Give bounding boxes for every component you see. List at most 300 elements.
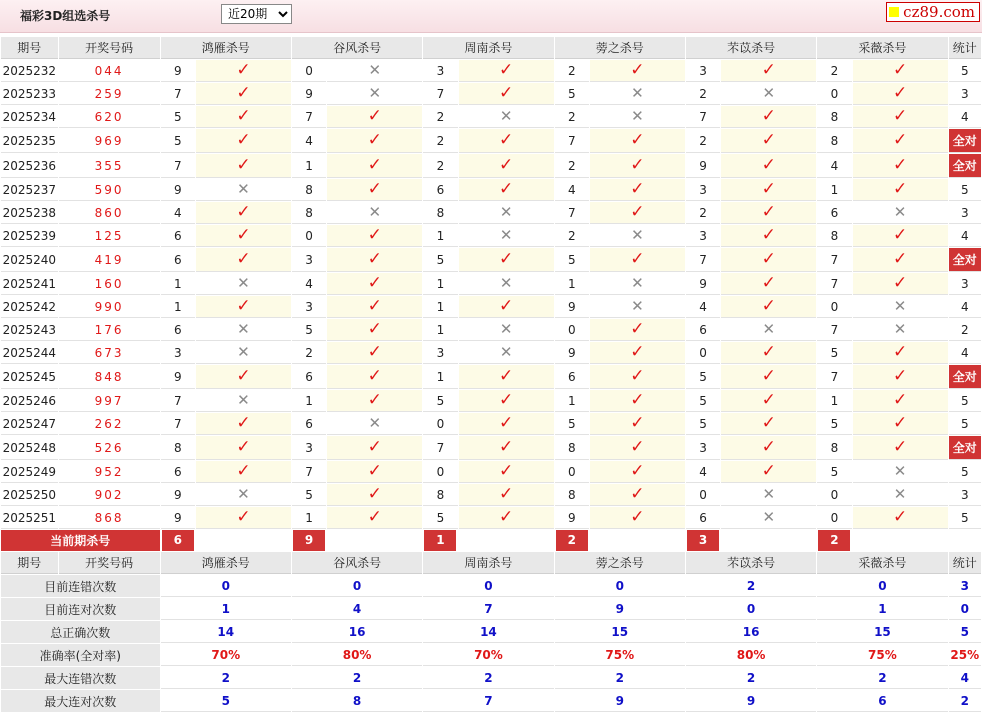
correct-cell [853, 154, 948, 178]
kill-number-cell: 6 [817, 202, 851, 224]
correct-cell [327, 436, 422, 460]
check-icon: ✓ [498, 390, 514, 410]
check-icon: ✓ [630, 155, 645, 175]
table-row [1, 83, 981, 105]
correct-cell [853, 179, 948, 201]
kill-number-cell: 9 [161, 179, 195, 201]
wrong-cell [853, 202, 948, 224]
check-icon: ✓ [498, 155, 514, 175]
correct-cell [721, 461, 816, 483]
wrong-cell [459, 273, 554, 295]
stats-value: 0 [161, 575, 291, 597]
kill-number-cell: 1 [817, 390, 851, 412]
check-icon: ✓ [498, 484, 514, 504]
kill-number-cell: 4 [555, 179, 589, 201]
stat-cell: 5 [949, 461, 981, 483]
cross-icon: ✕ [893, 462, 907, 480]
correct-cell [590, 390, 685, 412]
kill-number-cell: 3 [292, 296, 326, 318]
check-icon: ✓ [892, 179, 908, 199]
stats-value: 1 [161, 598, 291, 620]
correct-cell [327, 319, 422, 341]
period-select[interactable] [221, 4, 292, 24]
page-title: 福彩3D组选杀号 [20, 9, 111, 23]
cross-icon: ✕ [893, 203, 907, 221]
stats-value: 2 [817, 667, 947, 689]
wrong-cell [721, 507, 816, 529]
check-icon: ✓ [367, 461, 382, 481]
stats-row [1, 598, 981, 620]
kill-number-cell: 1 [161, 296, 195, 318]
cross-icon: ✕ [631, 297, 644, 315]
kill-number-table [0, 36, 982, 713]
kill-number-cell: 1 [423, 273, 457, 295]
cross-icon: ✕ [631, 107, 644, 125]
stats-value: 2 [292, 667, 422, 689]
check-icon: ✓ [498, 83, 514, 103]
current-kill-badge: 6 [162, 530, 194, 551]
table-row [1, 225, 981, 247]
stats-value: 75% [817, 644, 947, 666]
correct-cell [590, 365, 685, 389]
check-icon: ✓ [630, 60, 645, 80]
stats-value: 70% [423, 644, 553, 666]
issue-cell: 2025247 [1, 413, 58, 435]
correct-cell [459, 365, 554, 389]
wrong-cell [590, 273, 685, 295]
stats-label: 最大连错次数 [1, 667, 160, 689]
kill-number-cell: 2 [817, 60, 851, 82]
cross-icon: ✕ [631, 84, 644, 102]
correct-cell [327, 273, 422, 295]
kill-number-cell: 0 [817, 83, 851, 105]
issue-cell: 2025244 [1, 342, 58, 364]
header-expert: 蒡之杀号 [555, 37, 685, 59]
kill-number-cell: 1 [555, 390, 589, 412]
kill-number-cell: 5 [292, 484, 326, 506]
kill-number-cell: 3 [686, 179, 720, 201]
correct-cell [721, 273, 816, 295]
header-expert: 芣苡杀号 [686, 552, 816, 574]
kill-number-cell: 6 [423, 179, 457, 201]
stat-cell: 3 [949, 83, 981, 105]
cross-icon: ✕ [499, 107, 513, 125]
table-row [1, 106, 981, 128]
kill-number-cell: 8 [423, 202, 457, 224]
check-icon: ✓ [761, 461, 776, 481]
all-correct-badge: 全对 [949, 154, 981, 177]
draw-number-cell: 868 [59, 507, 160, 529]
check-icon: ✓ [498, 413, 514, 433]
correct-cell [459, 507, 554, 529]
header-stat: 统计 [949, 552, 981, 574]
kill-number-cell: 1 [423, 319, 457, 341]
draw-number-cell: 355 [59, 154, 160, 178]
correct-cell [196, 507, 291, 529]
kill-number-cell: 1 [423, 225, 457, 247]
blank-cell [949, 530, 981, 551]
check-icon: ✓ [367, 249, 382, 269]
stat-cell: 2 [949, 319, 981, 341]
correct-cell [721, 129, 816, 153]
kill-number-cell: 0 [555, 319, 589, 341]
check-icon: ✓ [630, 507, 645, 527]
issue-cell: 2025241 [1, 273, 58, 295]
cross-icon: ✕ [368, 203, 382, 221]
kill-number-cell: 1 [817, 179, 851, 201]
wrong-cell [196, 319, 291, 341]
kill-number-cell: 8 [817, 436, 851, 460]
kill-number-cell: 1 [555, 273, 589, 295]
wrong-cell [459, 106, 554, 128]
wrong-cell [459, 342, 554, 364]
check-icon: ✓ [367, 437, 382, 457]
correct-cell [459, 83, 554, 105]
kill-number-cell: 9 [161, 507, 195, 529]
stats-value: 2 [555, 667, 685, 689]
kill-number-cell: 3 [161, 342, 195, 364]
kill-number-cell: 9 [161, 60, 195, 82]
check-icon: ✓ [236, 296, 251, 316]
kill-number-cell: 0 [686, 342, 720, 364]
check-icon: ✓ [236, 437, 251, 457]
current-kill-badge: 1 [424, 530, 456, 551]
stats-row [1, 575, 981, 597]
cross-icon: ✕ [762, 84, 776, 102]
current-kill-badge: 9 [293, 530, 325, 551]
check-icon: ✓ [236, 507, 251, 527]
correct-cell [196, 461, 291, 483]
check-icon: ✓ [236, 130, 251, 150]
stats-value: 8 [292, 690, 422, 712]
table-row [1, 202, 981, 224]
correct-cell [327, 365, 422, 389]
kill-number-cell: 8 [555, 484, 589, 506]
correct-cell [853, 129, 948, 153]
correct-cell [327, 225, 422, 247]
check-icon: ✓ [892, 60, 908, 80]
stats-value: 7 [423, 598, 553, 620]
kill-number-cell: 5 [817, 461, 851, 483]
draw-number-cell: 160 [59, 273, 160, 295]
stats-value: 14 [161, 621, 291, 643]
stat-cell: 4 [949, 106, 981, 128]
table-row [1, 154, 981, 178]
issue-cell: 2025232 [1, 60, 58, 82]
correct-cell [590, 60, 685, 82]
correct-cell [196, 60, 291, 82]
stats-label: 最大连对次数 [1, 690, 160, 712]
check-icon: ✓ [498, 366, 514, 386]
kill-number-cell: 4 [292, 273, 326, 295]
kill-number-cell: 5 [817, 342, 851, 364]
correct-cell [327, 248, 422, 272]
current-kill-number [555, 530, 589, 551]
check-icon: ✓ [630, 319, 645, 339]
kill-number-cell: 6 [555, 365, 589, 389]
kill-number-cell: 0 [423, 461, 457, 483]
stats-value: 80% [292, 644, 422, 666]
check-icon: ✓ [498, 507, 514, 527]
current-kill-number [423, 530, 457, 551]
wrong-cell [459, 202, 554, 224]
correct-cell [590, 319, 685, 341]
issue-cell: 2025249 [1, 461, 58, 483]
draw-number-cell: 590 [59, 179, 160, 201]
stat-cell: 3 [949, 202, 981, 224]
header-expert: 鸿雁杀号 [161, 37, 291, 59]
kill-number-cell: 7 [292, 106, 326, 128]
table-row [1, 273, 981, 295]
kill-number-cell: 3 [686, 60, 720, 82]
stats-value: 16 [292, 621, 422, 643]
wrong-cell [196, 484, 291, 506]
check-icon: ✓ [498, 437, 514, 457]
wrong-cell [459, 319, 554, 341]
check-icon: ✓ [892, 130, 908, 150]
correct-cell [196, 129, 291, 153]
check-icon: ✓ [892, 83, 908, 103]
kill-number-cell: 2 [686, 129, 720, 153]
current-kill-row [1, 530, 981, 551]
correct-cell [721, 436, 816, 460]
logo-text: cz89.com [903, 3, 975, 21]
stats-total: 25% [949, 644, 981, 666]
stat-cell [949, 365, 981, 389]
all-correct-badge: 全对 [949, 365, 981, 388]
kill-number-cell: 6 [161, 225, 195, 247]
stat-cell [949, 436, 981, 460]
current-kill-number [161, 530, 195, 551]
table-row [1, 365, 981, 389]
correct-cell [853, 106, 948, 128]
stats-value: 0 [555, 575, 685, 597]
kill-number-cell: 5 [423, 507, 457, 529]
cross-icon: ✕ [237, 485, 250, 503]
table-row [1, 390, 981, 412]
kill-number-cell: 5 [686, 390, 720, 412]
correct-cell [853, 365, 948, 389]
header-stat: 统计 [949, 37, 981, 59]
correct-cell [721, 296, 816, 318]
stats-total: 2 [949, 690, 981, 712]
kill-number-cell: 7 [161, 154, 195, 178]
all-correct-badge: 全对 [949, 436, 981, 459]
kill-number-cell: 9 [555, 342, 589, 364]
cross-icon: ✕ [762, 485, 776, 503]
blank-cell [459, 530, 554, 551]
correct-cell [459, 154, 554, 178]
issue-cell: 2025237 [1, 179, 58, 201]
check-icon: ✓ [892, 507, 908, 527]
issue-cell: 2025235 [1, 129, 58, 153]
current-kill-badge: 2 [818, 530, 850, 551]
kill-number-cell: 5 [161, 106, 195, 128]
kill-number-cell: 0 [292, 225, 326, 247]
correct-cell [196, 436, 291, 460]
correct-cell [327, 106, 422, 128]
current-kill-number [817, 530, 851, 551]
check-icon: ✓ [630, 413, 645, 433]
stat-cell: 4 [949, 225, 981, 247]
correct-cell [853, 436, 948, 460]
issue-cell: 2025240 [1, 248, 58, 272]
correct-cell [327, 179, 422, 201]
correct-cell [853, 60, 948, 82]
check-icon: ✓ [761, 249, 776, 269]
stats-total: 4 [949, 667, 981, 689]
cross-icon: ✕ [893, 485, 907, 503]
correct-cell [590, 413, 685, 435]
check-icon: ✓ [892, 366, 908, 386]
stats-value: 9 [555, 598, 685, 620]
cross-icon: ✕ [499, 203, 513, 221]
header-expert: 谷风杀号 [292, 37, 422, 59]
check-icon: ✓ [630, 202, 645, 222]
cross-icon: ✕ [762, 508, 776, 526]
kill-number-cell: 1 [423, 296, 457, 318]
correct-cell [721, 413, 816, 435]
draw-number-cell: 259 [59, 83, 160, 105]
table-row [1, 507, 981, 529]
kill-number-cell: 4 [686, 296, 720, 318]
wrong-cell [590, 106, 685, 128]
correct-cell [327, 484, 422, 506]
check-icon: ✓ [367, 390, 382, 410]
correct-cell [721, 154, 816, 178]
correct-cell [459, 296, 554, 318]
draw-number-cell: 997 [59, 390, 160, 412]
check-icon: ✓ [236, 366, 251, 386]
cross-icon: ✕ [237, 343, 250, 361]
correct-cell [721, 390, 816, 412]
correct-cell [721, 225, 816, 247]
kill-number-cell: 9 [161, 484, 195, 506]
check-icon: ✓ [630, 342, 645, 362]
kill-number-cell: 9 [686, 273, 720, 295]
stats-row [1, 667, 981, 689]
stats-value: 15 [555, 621, 685, 643]
stats-value: 0 [423, 575, 553, 597]
kill-number-cell: 8 [817, 129, 851, 153]
stat-cell: 5 [949, 60, 981, 82]
kill-number-cell: 5 [292, 319, 326, 341]
cross-icon: ✕ [237, 391, 250, 409]
check-icon: ✓ [761, 106, 776, 126]
correct-cell [327, 390, 422, 412]
cross-icon: ✕ [631, 274, 644, 292]
draw-number-cell: 673 [59, 342, 160, 364]
correct-cell [721, 248, 816, 272]
check-icon: ✓ [761, 342, 776, 362]
check-icon: ✓ [630, 366, 645, 386]
check-icon: ✓ [892, 273, 908, 293]
wrong-cell [721, 83, 816, 105]
stats-total: 5 [949, 621, 981, 643]
check-icon: ✓ [761, 437, 776, 457]
header-expert: 采薇杀号 [817, 552, 947, 574]
check-icon: ✓ [761, 366, 776, 386]
current-kill-badge: 3 [687, 530, 719, 551]
stat-cell: 5 [949, 179, 981, 201]
cross-icon: ✕ [893, 320, 907, 338]
stats-value: 9 [686, 690, 816, 712]
logo-square-icon [889, 7, 899, 17]
kill-number-cell: 1 [292, 390, 326, 412]
correct-cell [327, 296, 422, 318]
kill-number-cell: 8 [817, 225, 851, 247]
kill-number-cell: 5 [423, 248, 457, 272]
check-icon: ✓ [761, 390, 776, 410]
table-row [1, 60, 981, 82]
kill-number-cell: 0 [423, 413, 457, 435]
stats-value: 4 [292, 598, 422, 620]
wrong-cell [721, 319, 816, 341]
stat-cell: 3 [949, 484, 981, 506]
check-icon: ✓ [761, 202, 776, 222]
kill-number-cell: 6 [292, 413, 326, 435]
correct-cell [853, 83, 948, 105]
kill-number-cell: 7 [161, 83, 195, 105]
kill-number-cell: 9 [555, 507, 589, 529]
correct-cell [459, 248, 554, 272]
check-icon: ✓ [236, 225, 251, 245]
correct-cell [196, 413, 291, 435]
kill-number-cell: 6 [161, 248, 195, 272]
kill-number-cell: 7 [161, 413, 195, 435]
issue-cell: 2025245 [1, 365, 58, 389]
stats-value: 16 [686, 621, 816, 643]
kill-number-cell: 3 [686, 436, 720, 460]
kill-number-cell: 2 [555, 106, 589, 128]
wrong-cell [196, 342, 291, 364]
correct-cell [459, 179, 554, 201]
table-row [1, 296, 981, 318]
check-icon: ✓ [498, 296, 514, 316]
site-logo[interactable] [886, 2, 980, 22]
kill-number-cell: 1 [161, 273, 195, 295]
check-icon: ✓ [236, 106, 251, 126]
all-correct-badge: 全对 [949, 129, 981, 152]
kill-number-cell: 7 [817, 273, 851, 295]
table-header-row [1, 552, 981, 574]
stats-value: 2 [423, 667, 553, 689]
stats-value: 2 [686, 575, 816, 597]
kill-number-cell: 7 [686, 248, 720, 272]
correct-cell [853, 390, 948, 412]
table-row [1, 342, 981, 364]
wrong-cell [853, 296, 948, 318]
correct-cell [590, 436, 685, 460]
kill-number-cell: 7 [555, 129, 589, 153]
kill-number-cell: 2 [686, 202, 720, 224]
wrong-cell [327, 202, 422, 224]
kill-number-cell: 7 [817, 248, 851, 272]
cross-icon: ✕ [893, 297, 907, 315]
table-row [1, 461, 981, 483]
kill-number-cell: 4 [292, 129, 326, 153]
cross-icon: ✕ [368, 84, 382, 102]
correct-cell [590, 507, 685, 529]
correct-cell [327, 154, 422, 178]
check-icon: ✓ [367, 484, 382, 504]
kill-number-cell: 5 [686, 413, 720, 435]
stats-value: 6 [817, 690, 947, 712]
check-icon: ✓ [236, 60, 251, 80]
issue-cell: 2025251 [1, 507, 58, 529]
correct-cell [196, 154, 291, 178]
draw-number-cell: 990 [59, 296, 160, 318]
